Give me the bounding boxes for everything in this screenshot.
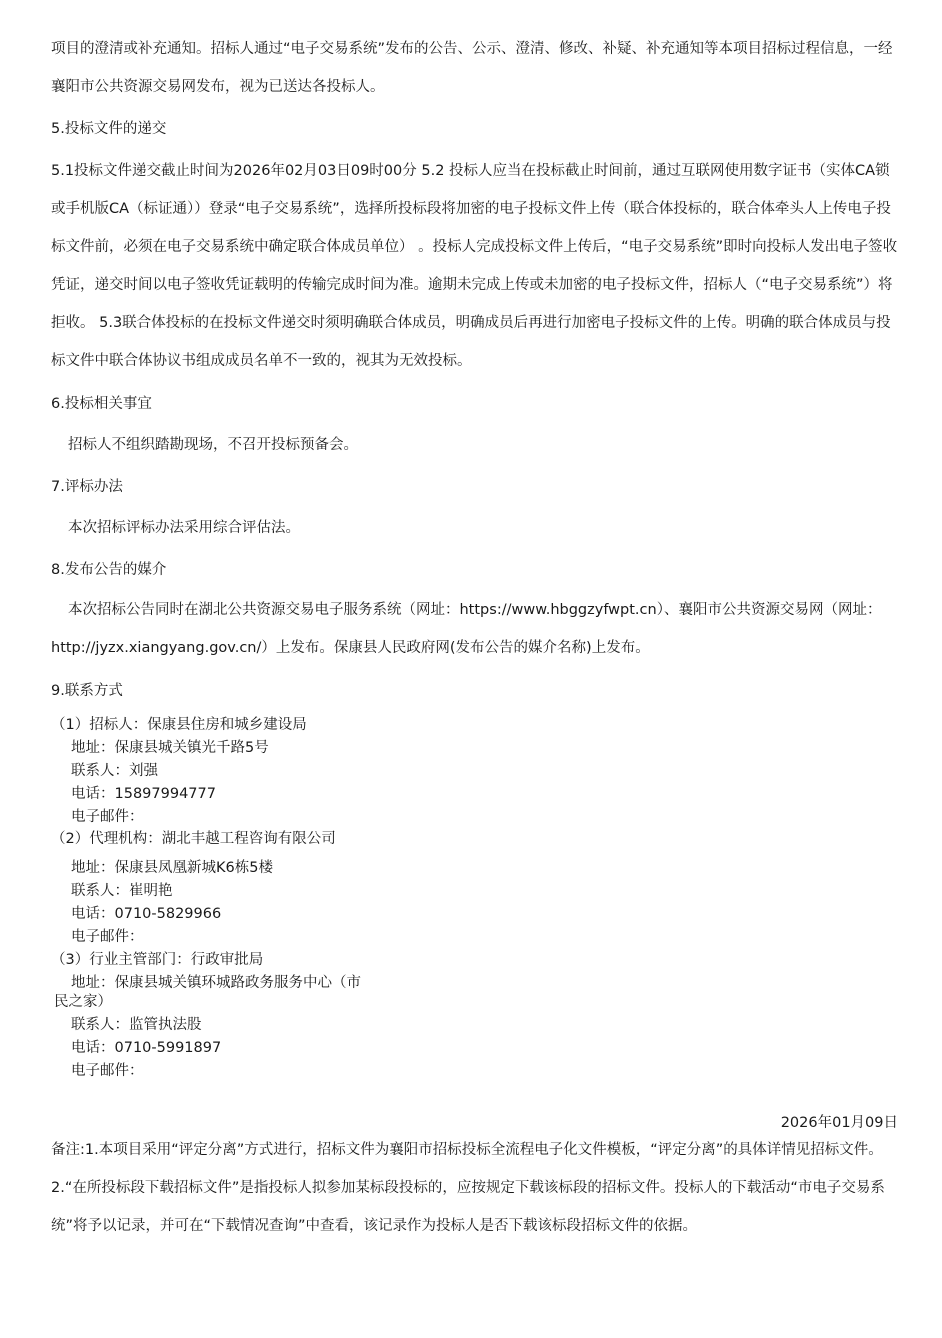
section-8-body: 本次招标公告同时在湖北公共资源交易电子服务系统（网址：https://www.hbggzyfwpt.cn）、襄阳市公共资源交易网（网址：http://jyzx.xiangyang.gov.cn/）上发布。保康县人民政府网(发布公告的媒介名称)上发布。	[51, 602, 882, 656]
section-5-heading: 5.投标文件的递交	[51, 121, 167, 137]
contact-email: 电子邮件：	[71, 929, 144, 945]
section-7-heading: 7.评标办法	[51, 479, 123, 495]
section-9-heading: 9.联系方式	[51, 683, 123, 699]
contact-person: 联系人：刘强	[71, 763, 158, 779]
intro-paragraph: 项目的澄清或补充通知。招标人通过“电子交易系统”发布的公告、公示、澄清、修改、补疑、补充通知等本项目招标过程信息，一经襄阳市公共资源交易网发布，视为已送达各投标人。	[51, 41, 893, 95]
section-6-body: 招标人不组织踏勘现场，不召开投标预备会。	[68, 437, 358, 453]
contact-person: 联系人：监管执法股	[71, 1017, 202, 1033]
contact-phone: 电话：0710-5991897	[71, 1040, 222, 1056]
contact-phone: 电话：0710-5829966	[71, 906, 222, 922]
contact-address: 地址：保康县城关镇环城路政务服务中心（市	[71, 975, 361, 991]
section-7-body: 本次招标评标办法采用综合评估法。	[68, 520, 300, 536]
contact-address-continued: 民之家）	[54, 994, 112, 1010]
contact-title: （1）招标人：保康县住房和城乡建设局	[51, 717, 307, 733]
section-8-heading: 8.发布公告的媒介	[51, 562, 167, 578]
contact-title: （3）行业主管部门：行政审批局	[51, 952, 264, 968]
section-6-heading: 6.投标相关事宜	[51, 396, 152, 412]
remark-paragraph: 备注:1.本项目采用“评定分离”方式进行，招标文件为襄阳市招标投标全流程电子化文件模板，“评定分离”的具体详情见招标文件。 2.“在所投标段下载招标文件”是指投标人拟参加某标段投标的，应按规定下载该标段的招标文件。投标人的下载活动“市电子交易系统”将予以记录，并可在“下载情况查询”中查看，该记录作为投标人是否下载该标段招标文件的依据。	[51, 1142, 885, 1234]
section-5-body: 5.1投标文件递交截止时间为2026年02月03日09时00分 5.2 投标人应当在投标截止时间前，通过互联网使用数字证书（实体CA锁或手机版CA（标证通））登录“电子交易系统”，选择所投标段将加密的电子投标文件上传（联合体投标的，联合体牵头人上传电子投标文件前，必须在电子交易系统中确定联合体成员单位） 。投标人完成投标文件上传后，“电子交易系统”即时向投标人发出电子签收凭证，递交时间以电子签收凭证载明的传输完成时间为准。逾期未完成上传或未加密的电子投标文件，招标人（“电子交易系统”）将拒收。 5.3联合体投标的在投标文件递交时须明确联合体成员，明确成员后再进行加密电子投标文件的上传。明确的联合体成员与投标文件中联合体协议书组成成员名单不一致的，视其为无效投标。	[51, 163, 898, 369]
contact-email: 电子邮件：	[71, 809, 144, 825]
announcement-date: 2026年01月09日	[780, 1114, 898, 1131]
contact-phone: 电话：15897994777	[71, 786, 216, 802]
contact-address: 地址：保康县城关镇光千路5号	[71, 740, 269, 756]
contact-person: 联系人：崔明艳	[71, 883, 173, 899]
contact-title: （2）代理机构：湖北丰越工程咨询有限公司	[51, 831, 336, 847]
contact-address: 地址：保康县凤凰新城K6栋5楼	[71, 860, 273, 876]
contact-email: 电子邮件：	[71, 1063, 144, 1079]
